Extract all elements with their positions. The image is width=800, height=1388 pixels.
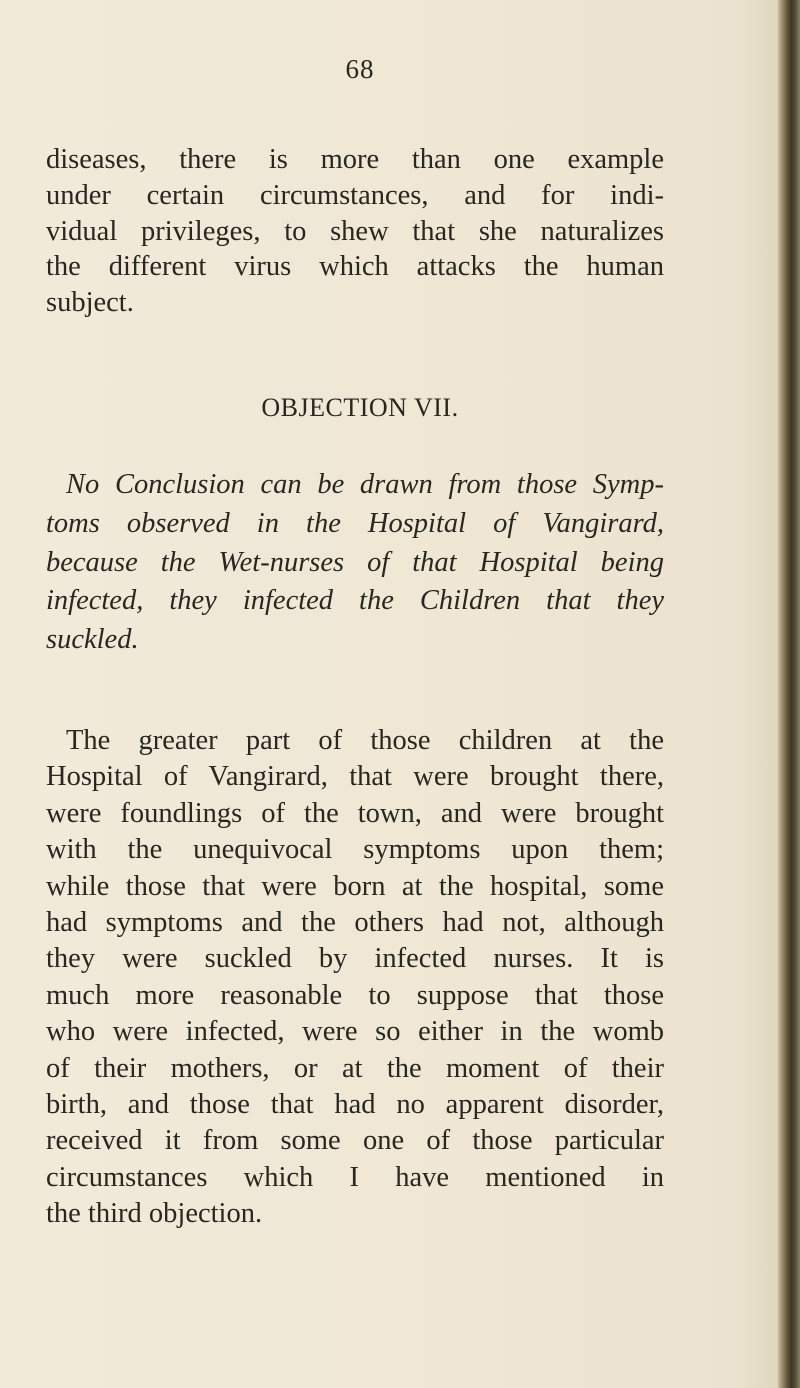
text-line: because the Wet-nurses of that Hospital being (46, 546, 664, 578)
page-number: 68 (345, 54, 375, 84)
objection-statement (46, 466, 664, 660)
text-line: the third objection. (46, 1198, 263, 1230)
body-paragraph (46, 723, 664, 1232)
text-line: Hospital of Vangirard, that were brought there, (46, 761, 664, 793)
text-line: birth, and those that had no apparent disorder, (46, 1088, 664, 1120)
text-line: suckled. (46, 624, 139, 656)
text-line: were foundlings of the town, and were brought (46, 797, 664, 829)
text-line: subject. (46, 287, 134, 319)
text-line: No Conclusion can be drawn from those Symp- (66, 469, 664, 500)
text-line: of their mothers, or at the moment of their (46, 1052, 664, 1084)
text-line: vidual privileges, to shew that she naturalizes (46, 215, 664, 247)
text-line: they were suckled by infected nurses. It is (46, 943, 664, 975)
text-line: received it from some one of those particular (46, 1125, 664, 1157)
text-line: had symptoms and the others had not, although (46, 906, 664, 938)
intro-paragraph (46, 142, 664, 321)
binding-edge (778, 0, 800, 1388)
section-heading: OBJECTION VII. (261, 393, 459, 422)
text-line: under certain circumstances, and for indi- (46, 179, 664, 211)
text-line: while those that were born at the hospital, some (46, 870, 664, 902)
text-line: who were infected, were so either in the womb (46, 1016, 664, 1048)
text-line: The greater part of those children at the (66, 725, 664, 756)
text-line: circumstances which I have mentioned in (46, 1161, 664, 1193)
text-line: much more reasonable to suppose that those (46, 979, 664, 1011)
text-line: diseases, there is more than one example (46, 144, 664, 175)
text-line: with the unequivocal symptoms upon them; (46, 834, 664, 866)
text-line: infected, they infected the Children that they (46, 585, 664, 617)
text-line: toms observed in the Hospital of Vangirard, (46, 507, 664, 539)
text-line: the different virus which attacks the human (46, 251, 664, 283)
